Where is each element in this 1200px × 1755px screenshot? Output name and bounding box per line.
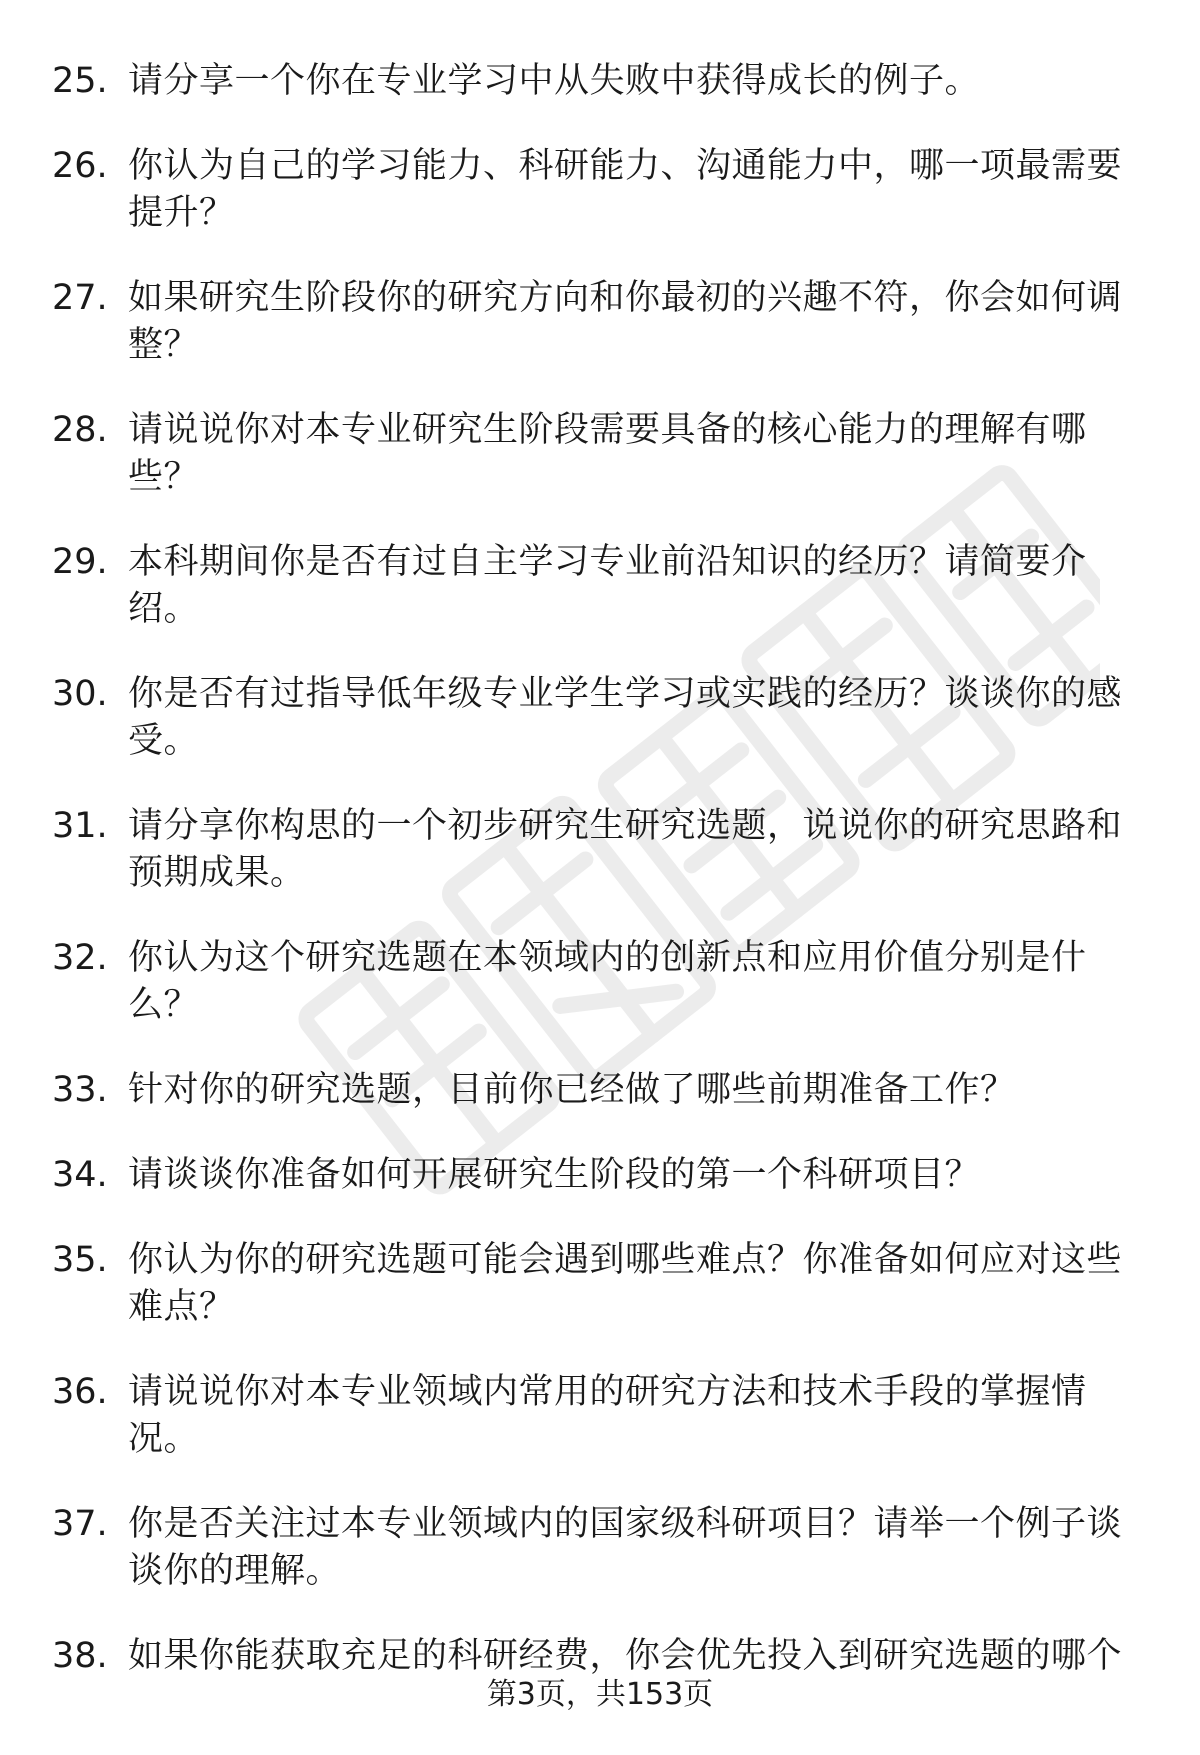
list-item xyxy=(52,1369,1152,1463)
question-number: 28. xyxy=(52,410,108,450)
question-number: 30. xyxy=(52,674,108,714)
list-item xyxy=(52,671,1152,765)
list-item xyxy=(52,539,1152,633)
question-number: 34. xyxy=(52,1155,108,1195)
list-item xyxy=(52,1633,1152,1680)
page-number: 第3页，共153页 xyxy=(486,1677,714,1712)
question-text: 你认为你的研究选题可能会遇到哪些难点？你准备如何应对这些难点？ xyxy=(128,1240,1123,1327)
question-number: 35. xyxy=(52,1240,108,1280)
question-text: 请分享一个你在专业学习中从失败中获得成长的例子。 xyxy=(128,61,981,101)
list-item xyxy=(52,407,1152,501)
question-number: 27. xyxy=(52,278,108,318)
question-text: 针对你的研究选题，目前你已经做了哪些前期准备工作？ xyxy=(128,1070,1016,1110)
question-number: 26. xyxy=(52,146,108,186)
question-text: 本科期间你是否有过自主学习专业前沿知识的经历？请简要介绍。 xyxy=(128,542,1087,629)
question-text: 请说说你对本专业领域内常用的研究方法和技术手段的掌握情况。 xyxy=(128,1372,1087,1459)
list-item xyxy=(52,1501,1152,1595)
list-item xyxy=(52,58,1152,105)
question-text: 如果研究生阶段你的研究方向和你最初的兴趣不符，你会如何调整？ xyxy=(128,278,1123,365)
list-item xyxy=(52,1067,1152,1114)
question-number: 32. xyxy=(52,938,108,978)
question-number: 25. xyxy=(52,61,108,101)
question-number: 31. xyxy=(52,806,108,846)
question-number: 29. xyxy=(52,542,108,582)
list-item xyxy=(52,143,1152,237)
question-text: 你是否有过指导低年级专业学生学习或实践的经历？谈谈你的感受。 xyxy=(128,674,1123,761)
question-number: 37. xyxy=(52,1504,108,1544)
question-text: 你认为自己的学习能力、科研能力、沟通能力中，哪一项最需要提升？ xyxy=(128,146,1123,233)
list-item xyxy=(52,803,1152,897)
question-text: 如果你能获取充足的科研经费，你会优先投入到研究选题的哪个 xyxy=(128,1636,1123,1676)
question-number: 33. xyxy=(52,1070,108,1110)
question-text: 你是否关注过本专业领域内的国家级科研项目？请举一个例子谈谈你的理解。 xyxy=(128,1504,1123,1591)
question-text: 你认为这个研究选题在本领域内的创新点和应用价值分别是什么？ xyxy=(128,938,1087,1025)
question-list xyxy=(52,58,1152,1718)
question-number: 38. xyxy=(52,1636,108,1676)
question-number: 36. xyxy=(52,1372,108,1412)
question-text: 请说说你对本专业研究生阶段需要具备的核心能力的理解有哪些？ xyxy=(128,410,1087,497)
question-text: 请谈谈你准备如何开展研究生阶段的第一个科研项目？ xyxy=(128,1155,981,1195)
list-item xyxy=(52,1237,1152,1331)
question-text: 请分享你构思的一个初步研究生研究选题，说说你的研究思路和预期成果。 xyxy=(128,806,1123,893)
list-item xyxy=(52,275,1152,369)
list-item xyxy=(52,935,1152,1029)
list-item xyxy=(52,1152,1152,1199)
